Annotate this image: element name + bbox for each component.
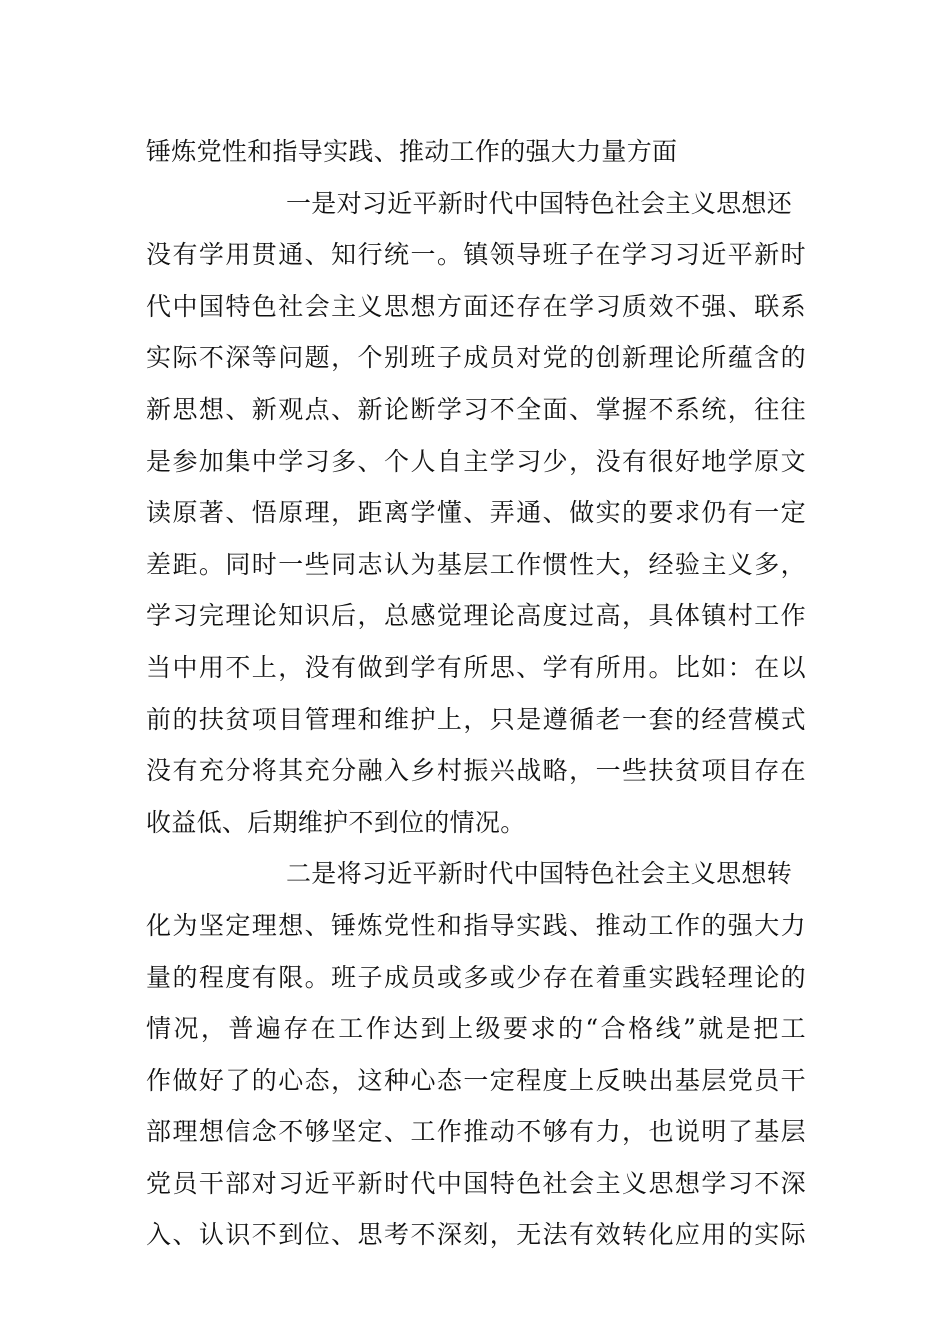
text-line: 是参加集中学习多、个人自主学习少，没有很好地学原文 [146,446,806,476]
text-line: 当中用不上，没有做到学有所思、学有所用。比如：在以 [146,652,806,682]
text-line: 情况，普遍存在工作达到上级要求的“合格线”就是把工 [146,1014,806,1044]
paragraph-point-one [146,178,806,849]
text-line: 量的程度有限。班子成员或多或少存在着重实践轻理论的 [146,962,806,992]
text-line: 实际不深等问题，个别班子成员对党的创新理论所蕴含的 [146,343,806,373]
text-line: 作做好了的心态，这种心态一定程度上反映出基层党员干 [146,1065,806,1095]
text-line: 锤炼党性和指导实践、推动工作的强大力量方面 [146,137,678,166]
text-line: 差距。同时一些同志认为基层工作惯性大，经验主义多， [146,549,806,579]
document-body [146,126,806,1261]
text-line: 代中国特色社会主义思想方面还存在学习质效不强、联系 [146,291,806,321]
text-line: 前的扶贫项目管理和维护上，只是遵循老一套的经营模式 [146,704,806,734]
text-line: 一是对习近平新时代中国特色社会主义思想还 [286,188,793,218]
paragraph-point-two [146,848,806,1261]
text-line: 没有充分将其充分融入乡村振兴战略，一些扶贫项目存在 [146,756,806,786]
text-line: 部理想信念不够坚定、工作推动不够有力，也说明了基层 [146,1117,806,1147]
text-line: 没有学用贯通、知行统一。镇领导班子在学习习近平新时 [146,240,806,270]
text-line: 化为坚定理想、锤炼党性和指导实践、推动工作的强大力 [146,910,806,940]
text-line: 学习完理论知识后，总感觉理论高度过高，具体镇村工作 [146,601,806,631]
text-line: 读原著、悟原理，距离学懂、弄通、做实的要求仍有一定 [146,498,806,528]
text-line: 二是将习近平新时代中国特色社会主义思想转 [286,859,793,889]
text-line: 收益低、后期维护不到位的情况。 [146,807,526,837]
text-line: 入、认识不到位、思考不深刻，无法有效转化应用的实际 [146,1220,806,1250]
text-line: 新思想、新观点、新论断学习不全面、掌握不系统，往往 [146,394,806,424]
paragraph-continuation [146,126,806,178]
text-line: 党员干部对习近平新时代中国特色社会主义思想学习不深 [146,1168,806,1198]
